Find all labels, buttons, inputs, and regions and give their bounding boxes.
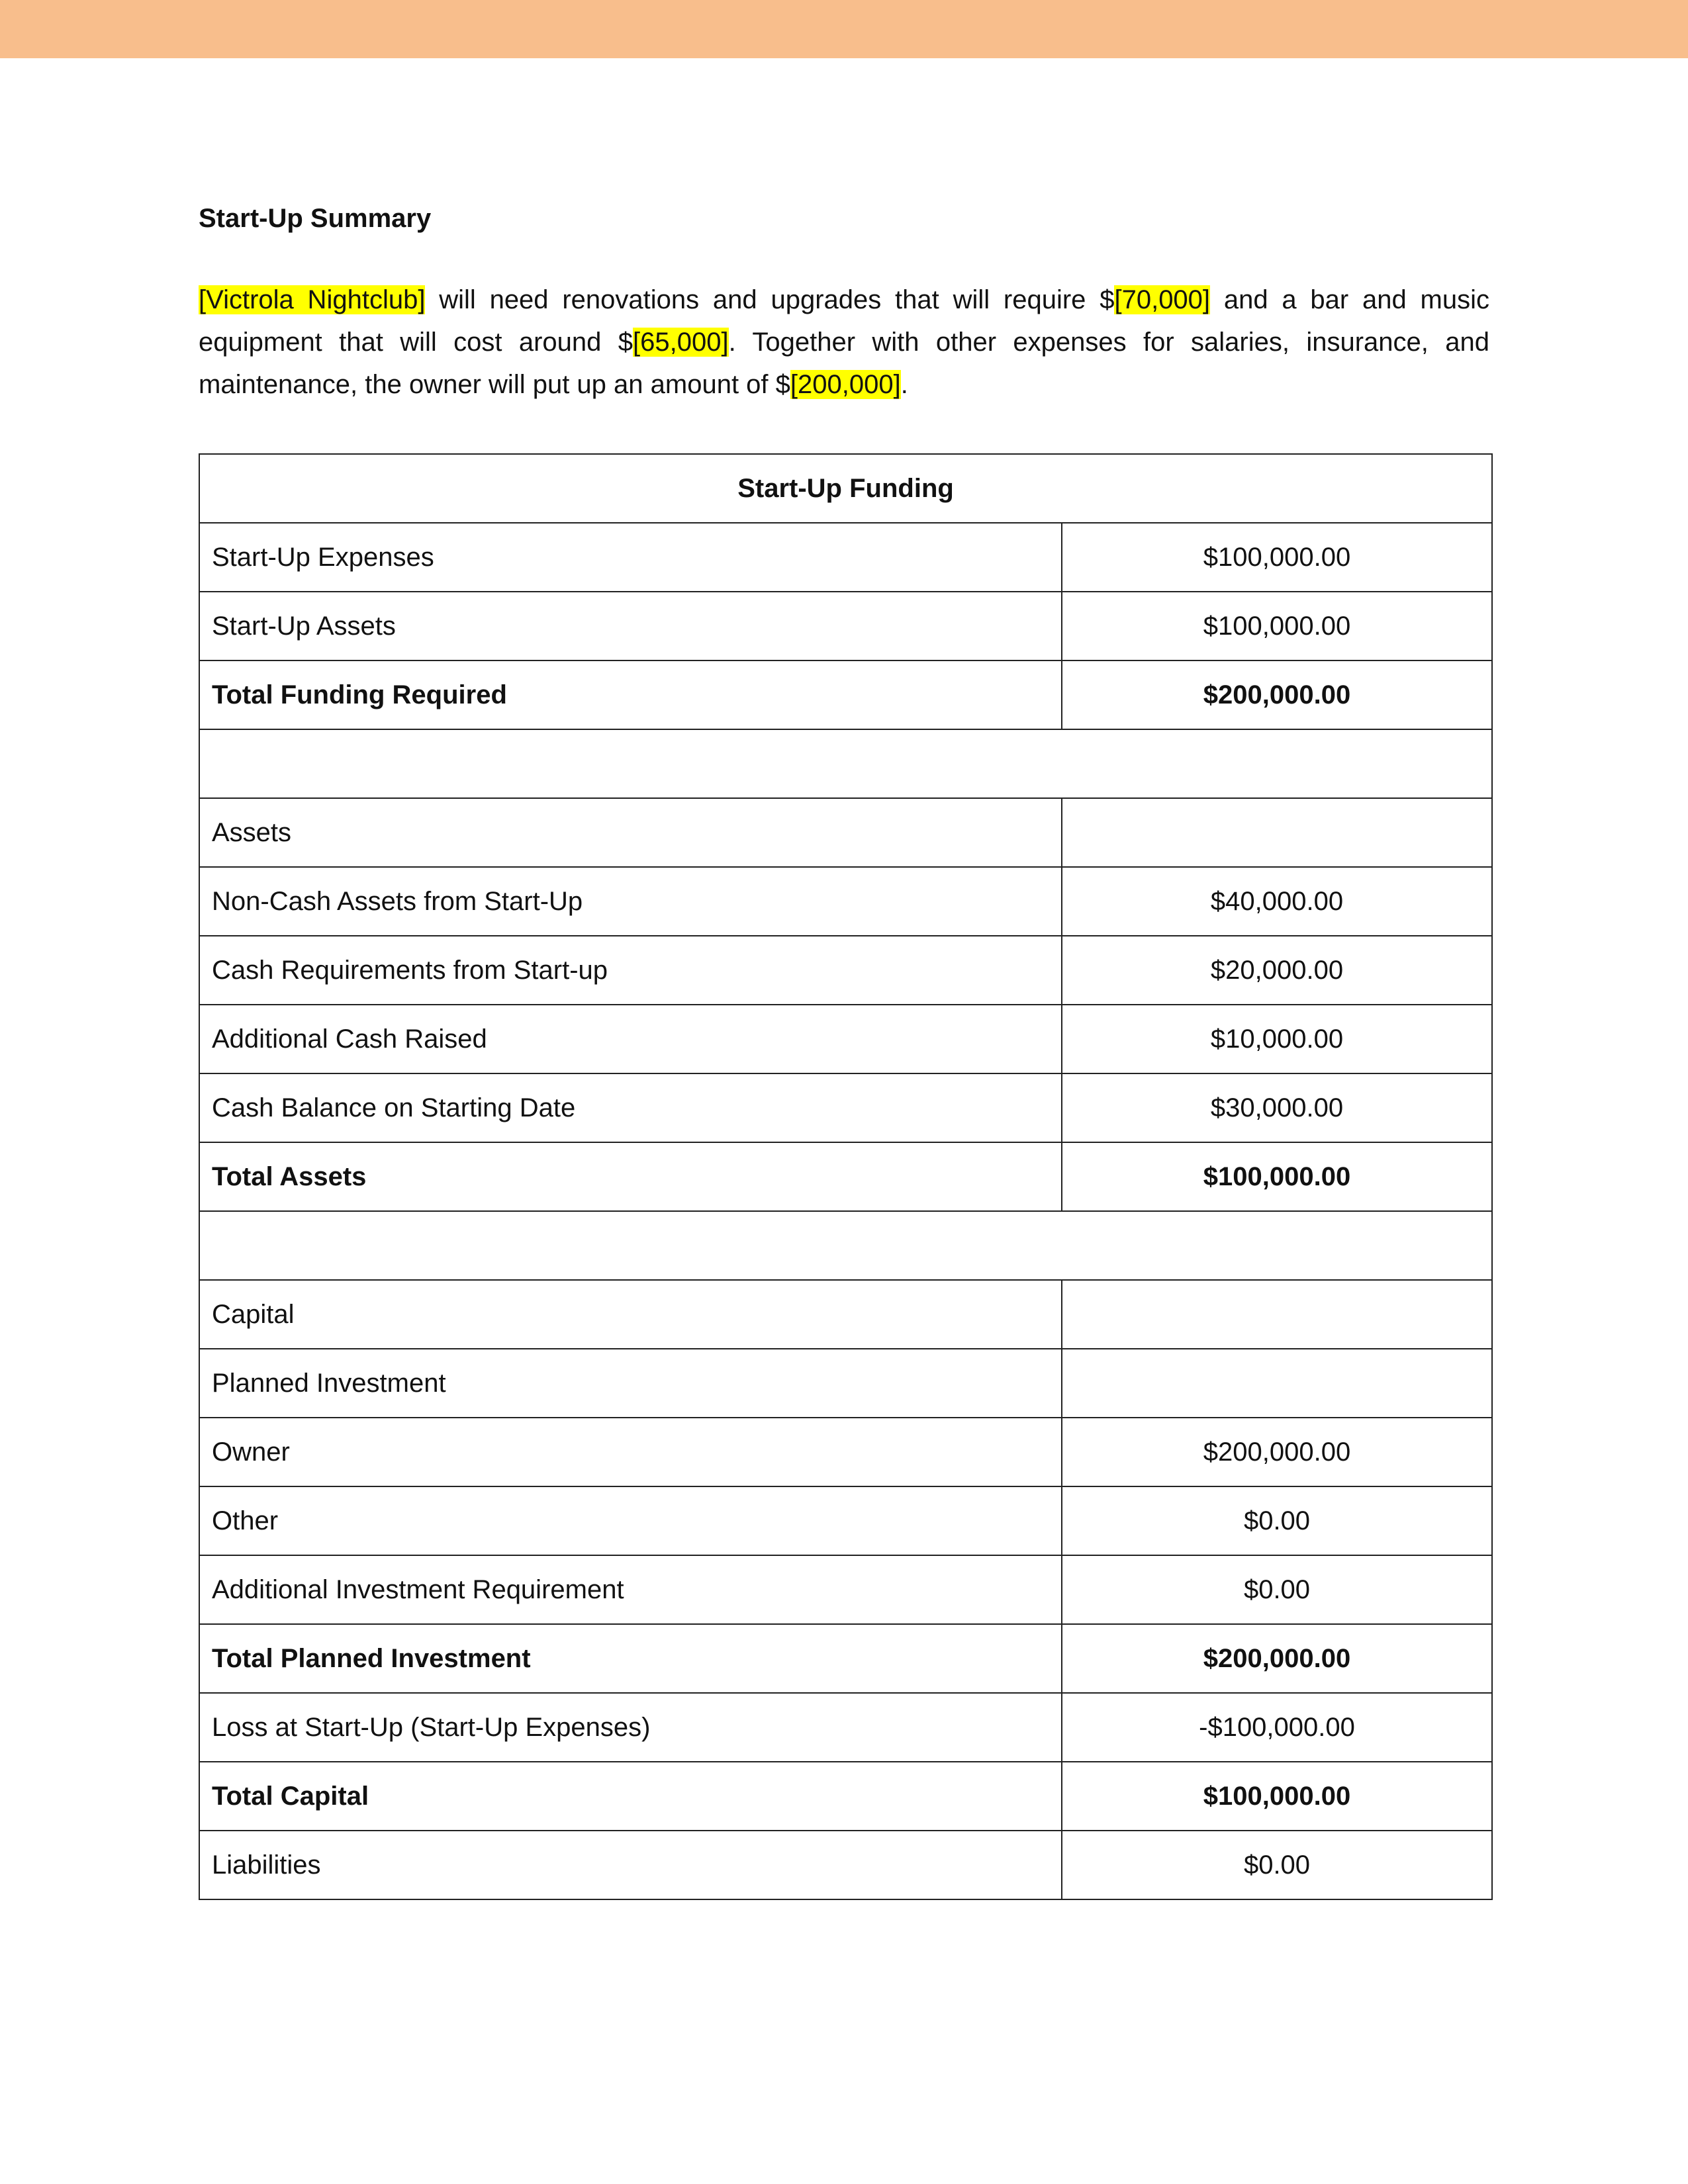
summary-text-2: and a bar and music equipment that will cost around $ bbox=[199, 285, 1489, 357]
table-row bbox=[199, 1280, 1492, 1349]
table-row bbox=[199, 1555, 1492, 1624]
row-label: Cash Requirements from Start-up bbox=[199, 936, 1062, 1005]
row-label: Owner bbox=[199, 1418, 1062, 1486]
row-label: Cash Balance on Starting Date bbox=[199, 1073, 1062, 1142]
row-label: Assets bbox=[199, 798, 1062, 867]
row-value: $0.00 bbox=[1062, 1831, 1492, 1899]
row-label: Other bbox=[199, 1486, 1062, 1555]
table-row bbox=[199, 1693, 1492, 1762]
row-label: Additional Investment Requirement bbox=[199, 1555, 1062, 1624]
summary-text-3: . Together with other expenses for salaries, insurance, and maintenance, the owner will put up an amount of $ bbox=[199, 328, 1489, 399]
table-row-total bbox=[199, 660, 1492, 729]
row-value: $0.00 bbox=[1062, 1486, 1492, 1555]
row-label: Start-Up Assets bbox=[199, 592, 1062, 660]
row-label: Loss at Start-Up (Start-Up Expenses) bbox=[199, 1693, 1062, 1762]
row-label: Planned Investment bbox=[199, 1349, 1062, 1418]
summary-paragraph bbox=[199, 279, 1489, 406]
table-row bbox=[199, 1418, 1492, 1486]
row-value: $200,000.00 bbox=[1062, 1418, 1492, 1486]
summary-text-4: . bbox=[900, 370, 908, 399]
row-label: Total Capital bbox=[199, 1762, 1062, 1831]
row-label: Total Funding Required bbox=[199, 660, 1062, 729]
row-value: $30,000.00 bbox=[1062, 1073, 1492, 1142]
row-value: $20,000.00 bbox=[1062, 936, 1492, 1005]
row-value: $10,000.00 bbox=[1062, 1005, 1492, 1073]
row-label: Capital bbox=[199, 1280, 1062, 1349]
total-amount-placeholder: [200,000] bbox=[790, 370, 901, 399]
table-title: Start-Up Funding bbox=[199, 454, 1492, 523]
row-value: $200,000.00 bbox=[1062, 660, 1492, 729]
table-row bbox=[199, 936, 1492, 1005]
row-value: $40,000.00 bbox=[1062, 867, 1492, 936]
row-value: $100,000.00 bbox=[1062, 592, 1492, 660]
row-label: Start-Up Expenses bbox=[199, 523, 1062, 592]
company-name-placeholder: [Victrola Nightclub] bbox=[199, 285, 426, 314]
row-label: Additional Cash Raised bbox=[199, 1005, 1062, 1073]
section-heading: Start-Up Summary bbox=[199, 204, 432, 233]
row-value bbox=[1062, 1349, 1492, 1418]
table-row bbox=[199, 523, 1492, 592]
row-value bbox=[1062, 1280, 1492, 1349]
row-value: -$100,000.00 bbox=[1062, 1693, 1492, 1762]
spacer-cell bbox=[199, 1211, 1492, 1280]
header-band bbox=[0, 0, 1688, 58]
equipment-cost-placeholder: [65,000] bbox=[633, 328, 729, 357]
table-row bbox=[199, 1349, 1492, 1418]
table-row bbox=[199, 1831, 1492, 1899]
row-value: $0.00 bbox=[1062, 1555, 1492, 1624]
table-spacer-row bbox=[199, 1211, 1492, 1280]
table-row bbox=[199, 1486, 1492, 1555]
row-label: Liabilities bbox=[199, 1831, 1062, 1899]
table-row-total bbox=[199, 1142, 1492, 1211]
table-row bbox=[199, 592, 1492, 660]
row-label: Non-Cash Assets from Start-Up bbox=[199, 867, 1062, 936]
row-value: $100,000.00 bbox=[1062, 1142, 1492, 1211]
table-row bbox=[199, 867, 1492, 936]
renovation-cost-placeholder: [70,000] bbox=[1114, 285, 1211, 314]
row-value: $100,000.00 bbox=[1062, 523, 1492, 592]
table-row-total bbox=[199, 1624, 1492, 1693]
table-row-total bbox=[199, 1762, 1492, 1831]
row-label: Total Planned Investment bbox=[199, 1624, 1062, 1693]
summary-text-1: will need renovations and upgrades that will require $ bbox=[425, 285, 1115, 314]
startup-funding-table bbox=[199, 453, 1493, 1900]
row-label: Total Assets bbox=[199, 1142, 1062, 1211]
spacer-cell bbox=[199, 729, 1492, 798]
table-row bbox=[199, 1073, 1492, 1142]
table-spacer-row bbox=[199, 729, 1492, 798]
table-row bbox=[199, 798, 1492, 867]
row-value: $100,000.00 bbox=[1062, 1762, 1492, 1831]
table-row bbox=[199, 1005, 1492, 1073]
row-value bbox=[1062, 798, 1492, 867]
row-value: $200,000.00 bbox=[1062, 1624, 1492, 1693]
